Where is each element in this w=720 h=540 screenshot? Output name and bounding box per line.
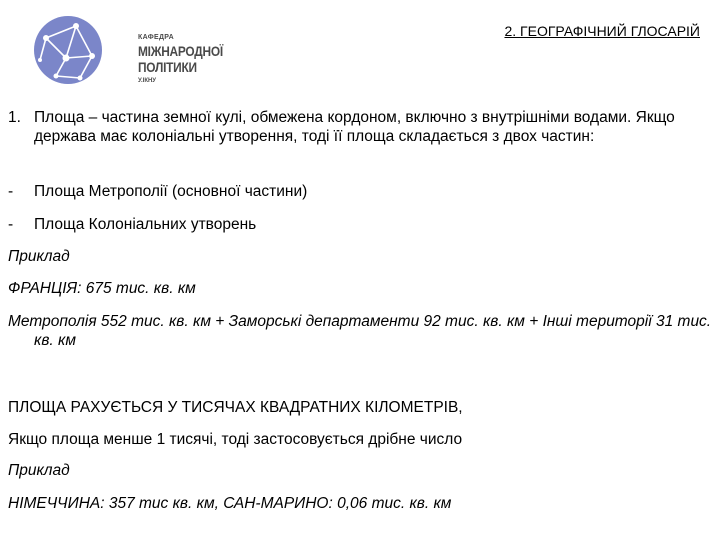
france-line: ФРАНЦІЯ: 675 тис. кв. км xyxy=(8,280,196,297)
example-label: Приклад xyxy=(8,248,70,265)
caps-line: ПЛОЩА РАХУЄТЬСЯ У ТИСЯЧАХ КВАДРАТНИХ КІЛОМЕТРІВ, xyxy=(8,399,463,416)
logo-line-2: МІЖНАРОДНОЇ xyxy=(138,43,223,59)
germany-line: НІМЕЧЧИНА: 357 тис кв. км, САН-МАРИНО: 0,06 тис. кв. км xyxy=(8,495,452,512)
definition-item xyxy=(8,108,708,146)
dash-marker: - xyxy=(8,216,14,233)
logo-line-4: У.ІКНУ xyxy=(138,78,157,84)
page-title: 2. ГЕОГРАФІЧНИЙ ГЛОСАРІЙ xyxy=(504,23,700,39)
dash-marker: - xyxy=(8,183,14,200)
example-label: Приклад xyxy=(8,462,70,479)
department-logo xyxy=(32,12,223,92)
list-item xyxy=(8,215,708,234)
globe-network-icon xyxy=(32,12,110,90)
metropole-area-text: Площа Метрополії (основної частини) xyxy=(34,183,308,200)
small-area-line: Якщо площа менше 1 тисячі, тоді застосовується дрібне число xyxy=(8,431,463,448)
colonial-area-text: Площа Колоніальних утворень xyxy=(34,216,257,233)
logo-text xyxy=(138,34,238,84)
list-item xyxy=(8,182,708,201)
definition-text: Площа – частина земної кулі, обмежена кордоном, включно з внутрішніми водами. Якщо держава має колоніальні утворення, тоді її площа складається з двох частин: xyxy=(34,109,675,145)
metropole-line: Метрополія 552 тис. кв. км + Заморські департаменти 92 тис. кв. км + Інші території 31 тис. кв. км xyxy=(8,313,712,349)
logo-line-1: КАФЕДРА xyxy=(138,34,174,41)
list-number: 1. xyxy=(8,109,21,126)
logo-line-3: ПОЛІТИКИ xyxy=(138,59,197,75)
